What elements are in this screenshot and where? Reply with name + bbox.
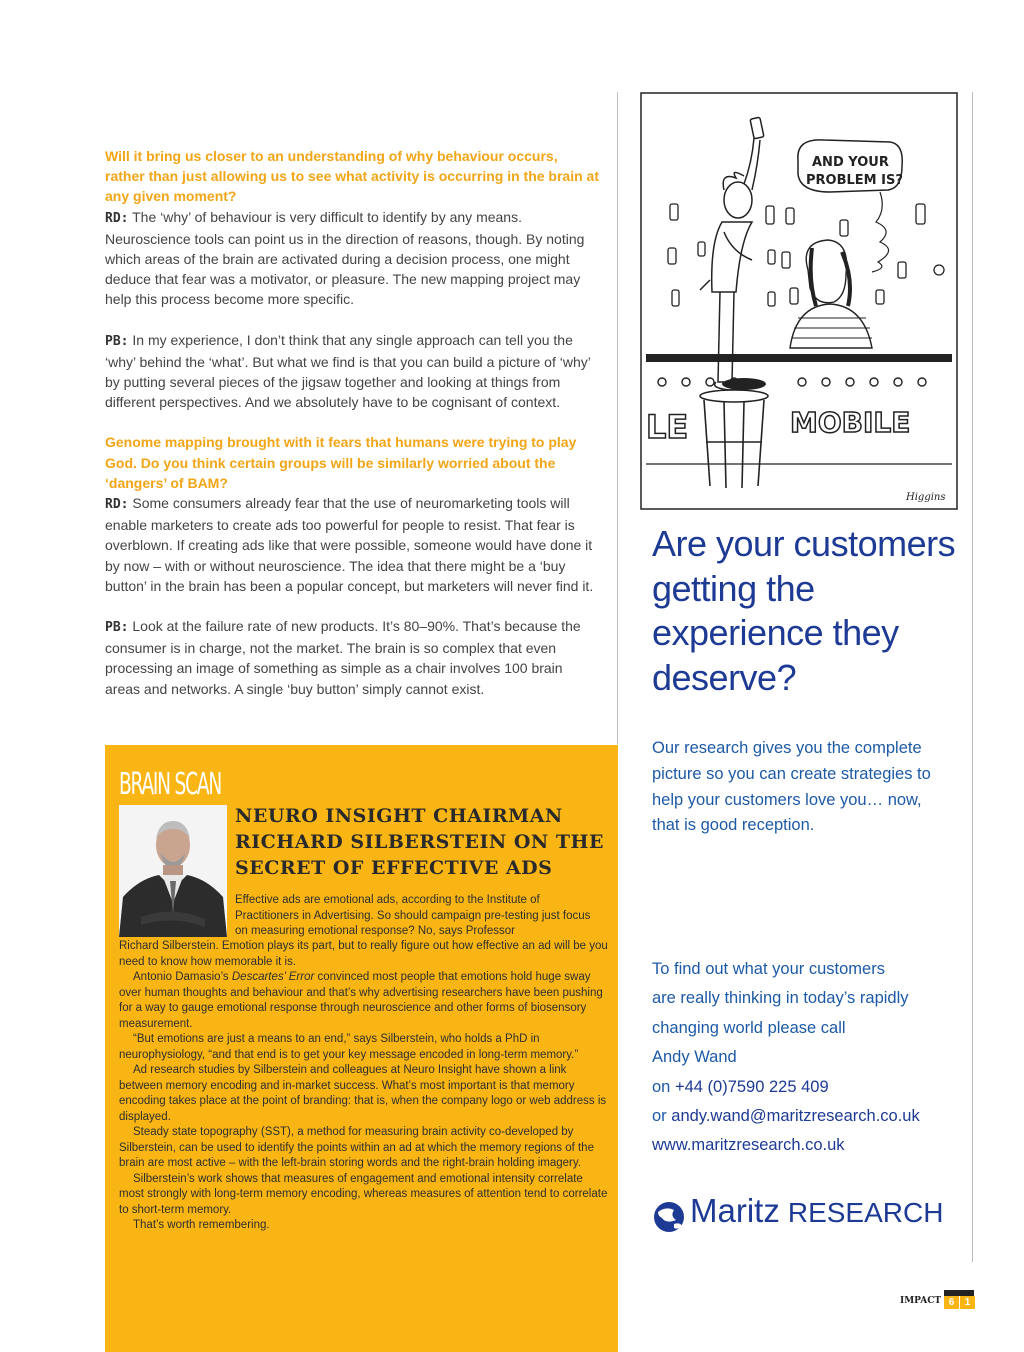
speaker-pb: PB: [105,620,129,636]
globe-icon [652,1200,686,1234]
website-link[interactable]: www.maritzresearch.co.uk [652,1136,845,1155]
brain-scan-body [119,939,609,1234]
page-number-digit: 6 [944,1296,959,1309]
answer-pb-2 [105,616,600,699]
phone-number[interactable]: +44 (0)7590 225 409 [674,1077,829,1096]
ad-headline: Are your customers getting the experience they deserve? [652,523,956,698]
question-2: Genome mapping brought with it fears that humans were trying to play God. Do you think certain groups will be similarly worried about the ‘dangers’ of BAM? [105,434,577,491]
article-column [105,146,600,699]
contact-line: are really thinking in today’s rapidly [652,989,909,1008]
answer-text: Some consumers already fear that the use of neuromarketing tools will enable marketers to create ads too powerful for people to resist. That fear is overblown. If creating ads like that were possible, someone would have done it by now – with or without neuroscience. The idea that there might be a ‘buy button’ in the brain has been a popular concept, but marketers will never find it. [105,495,594,594]
logo-text [690,1192,943,1230]
body-paragraph: “But emotions are just a means to an end,” says Silberstein, who holds a PhD in neurophysiology, “and that end is to get your key message encoded in long-term memory.” [119,1033,579,1061]
page-footer [900,1293,980,1311]
body-paragraph: That’s worth remembering. [133,1219,270,1231]
book-title: Descartes’ Error [231,971,315,983]
brain-scan-title: BRAIN SCAN [119,767,221,802]
maritz-logo [652,1192,952,1238]
speech-bubble-text: AND YOUR PROBLEM IS? [806,155,903,188]
portrait-image [119,805,227,937]
speaker-rd: RD: [105,210,129,226]
cartoon-illustration [640,92,958,510]
body-paragraph: Steady state topography (SST), a method for measuring brain activity co-developed by Silberstein, can be used to identify the points within an ad at which the memory regions of the brain are most active – with the left-brain storing words and the right-brain holding imagery. [119,1126,594,1169]
page-edge-divider [972,92,973,1262]
text-run: Antonio Damasio’s [133,971,232,983]
answer-pb-1 [105,330,600,413]
text-run: convinced most people that emotions hold huge sway over human thoughts and behaviour and that’s why advertising researchers have been pushing for a way to gauge emotional response through neuroscience and other forms of biosensory measurement. [119,971,603,1030]
ad-contact [652,955,962,1161]
answer-text: Look at the failure rate of new products. It’s 80–90%. That’s because the consumer is in charge, not the market. The brain is so complex that even processing an image of something as simple as a chair involves 100 brain areas and networks. A single ‘buy button’ simply cannot exist. [105,618,581,697]
contact-line: To find out what your customers [652,960,885,978]
speaker-rd: RD: [105,497,129,513]
sign-left-text: LE [646,408,689,446]
artist-signature: Higgins [906,492,946,503]
magazine-name: IMPACT [900,1296,942,1306]
contact-line: changing world please call [652,1018,846,1037]
question-1: Will it bring us closer to an understanding of why behaviour occurs, rather than just allowing us to see what activity is occurring in the brain at any given moment? [105,148,599,205]
sign-right-text: MOBILE [790,406,911,439]
answer-text: In my experience, I don’t think that any single approach can tell you the ‘why’ behind the ‘what’. But what we find is that you can build a picture of ‘why’ by putting several pieces of the jigsaw together and looking at things from different perspectives. And we absolutely have to be cognisant of context. [105,331,591,411]
body-paragraph [119,970,609,1032]
logo-brand: Maritz [690,1192,780,1229]
email-link[interactable]: andy.wand@maritzresearch.co.uk [671,1107,920,1126]
body-paragraph: Richard Silberstein. Emotion plays its part, but to really figure out how effective an ad will be you need to know how memorable it is. [119,940,608,968]
portrait-photo [119,805,227,937]
page-number-digit: 1 [960,1296,975,1309]
brain-scan-box [105,745,618,1352]
cartoon-drawing [640,92,958,510]
or-label: or [652,1107,667,1126]
contact-name: Andy Wand [652,1048,737,1067]
answer-rd-1 [105,207,600,310]
speaker-pb: PB: [105,333,129,349]
body-paragraph: Silberstein’s work shows that measures of engagement and emotional intensity correlate most strongly with long-term memory encoding, whereas measures of attention tend to correlate to short-term memory. [119,1172,608,1216]
column-divider [617,92,618,744]
brain-scan-intro: Effective ads are emotional ads, according to the Institute of Practitioners in Advertising. So should campaign pre-testing just focus on measuring emotional response? No, says Professor [235,894,591,937]
on-label: on [652,1077,671,1096]
ad-body: Our research gives you the complete picture so you can create strategies to help your customers love you… now, that is good reception. [652,739,931,835]
answer-rd-2 [105,493,600,596]
email-line [652,1102,962,1131]
logo-suffix: RESEARCH [787,1197,944,1228]
brain-scan-headline: NEURO INSIGHT CHAIRMAN RICHARD SILBERSTEIN ON THE SECRET OF EFFECTIVE ADS [235,805,604,879]
answer-text: The ‘why’ of behaviour is very difficult to identify by any means. Neuroscience tools can point us in the direction of reasons, though. By noting which areas of the brain are activated during a decision process, one might deduce that fear was a motivator, or pleasure. The new mapping project may help this process become more specific. [105,208,585,308]
body-paragraph: Ad research studies by Silberstein and colleagues at Neuro Insight have shown a link between memory encoding and in-market success. What’s most important is that memory encoding takes place at the point of branding: that is, when the company logo or web address is displayed. [119,1064,607,1123]
phone-line [652,1073,962,1102]
